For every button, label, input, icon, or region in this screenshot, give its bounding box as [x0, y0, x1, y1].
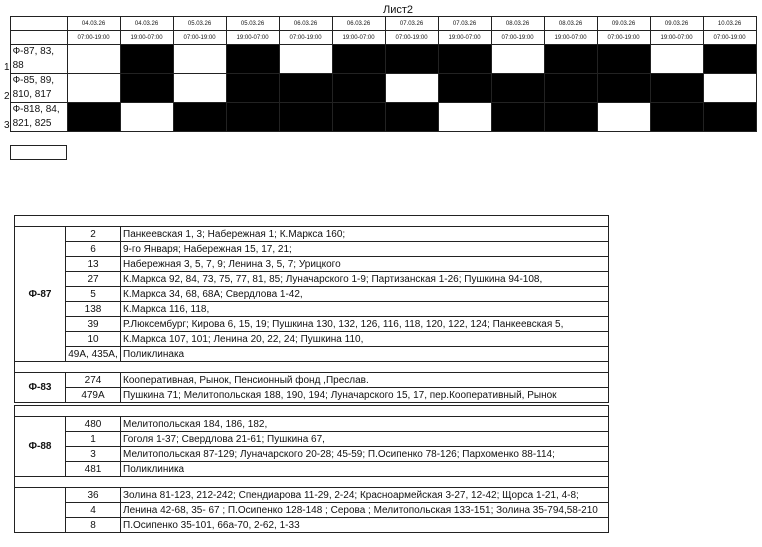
spacer-row: [15, 216, 609, 227]
route-streets: Поликлиника: [121, 462, 609, 477]
route-number: 49А, 435А,: [66, 347, 121, 362]
row-number: 1: [4, 61, 10, 73]
route-row: [15, 432, 609, 447]
route-number: 8: [66, 518, 121, 533]
route-streets: Мелитопольская 87-129; Луначарского 20-28; 45-59; П.Осипенко 78-126; Пархоменко 88-114;: [121, 447, 609, 462]
shift-cell-off: [226, 45, 279, 74]
route-streets: Ленина 42-68, 35- 67 ; П.Осипенко 128-148 ; Серова ; Мелитопольская 133-151; Золина 35-794,58-210: [121, 503, 609, 518]
route-row: [15, 347, 609, 362]
shift-cell-off: [491, 103, 544, 132]
shift-cell-off: [650, 74, 703, 103]
shift-cell-off: [544, 74, 597, 103]
route-row: [15, 417, 609, 432]
feeder-group-label: Ф-87: [15, 227, 66, 362]
shift-cell-off: [385, 45, 438, 74]
header-time: 19:00-07:00: [332, 31, 385, 45]
route-streets: Мелитопольская 184, 186, 182,: [121, 417, 609, 432]
header-date: 07.03.26: [438, 17, 491, 31]
shift-cell-on: [120, 103, 173, 132]
header-date: 07.03.26: [385, 17, 438, 31]
route-row: [15, 287, 609, 302]
route-number: 5: [66, 287, 121, 302]
route-streets: К.Маркса 34, 68, 68А; Свердлова 1-42,: [121, 287, 609, 302]
header-date: 04.03.26: [67, 17, 120, 31]
route-streets: К.Маркса 107, 101; Ленина 20, 22, 24; Пушкина 110,: [121, 332, 609, 347]
schedule-row: [4, 103, 756, 132]
route-streets: Золина 81-123, 212-242; Спендиарова 11-29, 2-24; Красноармейская 3-27, 12-42; Щорса 1-21, 4-8;: [121, 488, 609, 503]
shift-cell-off: [226, 103, 279, 132]
shift-cell-on: [597, 103, 650, 132]
route-row: [15, 302, 609, 317]
routes-table-f87: [14, 215, 609, 362]
route-number: 274: [66, 373, 121, 388]
shift-cell-off: [120, 74, 173, 103]
shift-cell-off: [438, 45, 491, 74]
shift-cell-off: [544, 103, 597, 132]
shift-cell-on: [67, 74, 120, 103]
route-row: [15, 373, 609, 388]
header-time: 19:00-07:00: [544, 31, 597, 45]
route-number: 10: [66, 332, 121, 347]
route-number: 480: [66, 417, 121, 432]
spacer-cell: [15, 477, 609, 488]
shift-cell-off: [120, 45, 173, 74]
shift-cell-on: [385, 74, 438, 103]
header-date: 09.03.26: [597, 17, 650, 31]
route-row: [15, 488, 609, 503]
header-time: 19:00-07:00: [226, 31, 279, 45]
route-row: [15, 503, 609, 518]
shift-cell-off: [385, 103, 438, 132]
header-date: 06.03.26: [332, 17, 385, 31]
feeder-label: Ф-87, 83, 88: [10, 45, 67, 74]
feeder-group-label: Ф-83: [15, 373, 66, 403]
header-date: 04.03.26: [120, 17, 173, 31]
route-row: [15, 272, 609, 287]
route-number: 36: [66, 488, 121, 503]
shift-cell-off: [703, 103, 756, 132]
shift-cell-off: [332, 103, 385, 132]
header-date: 06.03.26: [279, 17, 332, 31]
route-row: [15, 518, 609, 533]
shift-schedule-table: [4, 16, 757, 132]
route-streets: Панкеевская 1, 3; Набережная 1; К.Маркса 160;: [121, 227, 609, 242]
shift-cell-off: [597, 45, 650, 74]
header-time: 07:00-19:00: [597, 31, 650, 45]
shift-cell-on: [703, 74, 756, 103]
route-streets: Поликлинака: [121, 347, 609, 362]
feeder-group-label: [15, 488, 66, 533]
route-number: 13: [66, 257, 121, 272]
schedule-row: [4, 74, 756, 103]
shift-cell-on: [491, 45, 544, 74]
route-number: 138: [66, 302, 121, 317]
spacer-row: [15, 406, 609, 417]
header-time: 07:00-19:00: [279, 31, 332, 45]
row-number: 2: [4, 90, 10, 102]
shift-cell-on: [279, 45, 332, 74]
schedule-header-row-date: [4, 17, 756, 31]
schedule-header-row-time: [4, 31, 756, 45]
route-row: [15, 332, 609, 347]
route-streets: К.Маркса 116, 118,: [121, 302, 609, 317]
shift-cell-off: [438, 74, 491, 103]
route-number: 27: [66, 272, 121, 287]
shift-cell-off: [226, 74, 279, 103]
corner-cell: [10, 31, 67, 45]
spacer-row: [15, 362, 609, 373]
shift-cell-off: [279, 74, 332, 103]
shift-cell-off: [544, 45, 597, 74]
shift-cell-off: [332, 45, 385, 74]
shift-cell-off: [491, 74, 544, 103]
header-time: 07:00-19:00: [385, 31, 438, 45]
header-date: 10.03.26: [703, 17, 756, 31]
header-time: 19:00-07:00: [120, 31, 173, 45]
empty-cell-box: [10, 145, 67, 160]
route-row: [15, 257, 609, 272]
spacer-cell: [15, 216, 609, 227]
route-number: 2: [66, 227, 121, 242]
routes-table-f88: [14, 405, 609, 477]
header-time: 07:00-19:00: [173, 31, 226, 45]
shift-cell-on: [438, 103, 491, 132]
route-number: 4: [66, 503, 121, 518]
route-number: 39: [66, 317, 121, 332]
header-date: 05.03.26: [226, 17, 279, 31]
feeder-label: Ф-85, 89, 810, 817: [10, 74, 67, 103]
header-time: 07:00-19:00: [67, 31, 120, 45]
shift-cell-off: [173, 103, 226, 132]
route-number: 3: [66, 447, 121, 462]
route-row: [15, 388, 609, 403]
header-time: 07:00-19:00: [703, 31, 756, 45]
routes-table-f83: [14, 361, 609, 403]
row-number: 3: [4, 119, 10, 131]
route-row: [15, 227, 609, 242]
sheet-title: Лист2: [383, 4, 414, 16]
route-streets: Гоголя 1-37; Свердлова 21-61; Пушкина 67,: [121, 432, 609, 447]
spacer-cell: [15, 406, 609, 417]
route-streets: Пушкина 71; Мелитопольская 188, 190, 194; Луначарского 15, 17, пер.Кооперативный, Рынок: [121, 388, 609, 403]
header-date: 08.03.26: [491, 17, 544, 31]
route-number: 1: [66, 432, 121, 447]
route-number: 6: [66, 242, 121, 257]
shift-cell-on: [650, 45, 703, 74]
route-row: [15, 242, 609, 257]
header-date: 08.03.26: [544, 17, 597, 31]
shift-cell-on: [173, 74, 226, 103]
route-streets: П.Осипенко 35-101, 66а-70, 2-62, 1-33: [121, 518, 609, 533]
header-time: 07:00-19:00: [491, 31, 544, 45]
corner-cell: [10, 17, 67, 31]
header-date: 05.03.26: [173, 17, 226, 31]
route-number: 481: [66, 462, 121, 477]
feeder-label: Ф-818, 84, 821, 825: [10, 103, 67, 132]
route-streets: К.Маркса 92, 84, 73, 75, 77, 81, 85; Луначарского 1-9; Партизанская 1-26; Пушкина 94-108,: [121, 272, 609, 287]
route-streets: Набережная 3, 5, 7, 9; Ленина 3, 5, 7; Урицкого: [121, 257, 609, 272]
route-streets: Р.Люксембург; Кирова 6, 15, 19; Пушкина 130, 132, 126, 116, 118, 120, 122, 124; Панкеевская 5,: [121, 317, 609, 332]
shift-cell-off: [703, 45, 756, 74]
route-streets: Кооперативная, Рынок, Пенсионный фонд ,Преслав.: [121, 373, 609, 388]
routes-table-other: [14, 476, 609, 533]
shift-cell-on: [67, 45, 120, 74]
shift-cell-off: [332, 74, 385, 103]
route-row: [15, 317, 609, 332]
route-streets: 9-го Января; Набережная 15, 17, 21;: [121, 242, 609, 257]
route-number: 479А: [66, 388, 121, 403]
feeder-group-label: Ф-88: [15, 417, 66, 477]
route-row: [15, 462, 609, 477]
schedule-row: [4, 45, 756, 74]
shift-cell-on: [173, 45, 226, 74]
shift-cell-off: [67, 103, 120, 132]
shift-cell-off: [597, 74, 650, 103]
spacer-cell: [15, 362, 609, 373]
shift-cell-off: [650, 103, 703, 132]
header-time: 19:00-07:00: [438, 31, 491, 45]
spacer-row: [15, 477, 609, 488]
route-row: [15, 447, 609, 462]
header-date: 09.03.26: [650, 17, 703, 31]
header-time: 19:00-07:00: [650, 31, 703, 45]
shift-cell-off: [279, 103, 332, 132]
